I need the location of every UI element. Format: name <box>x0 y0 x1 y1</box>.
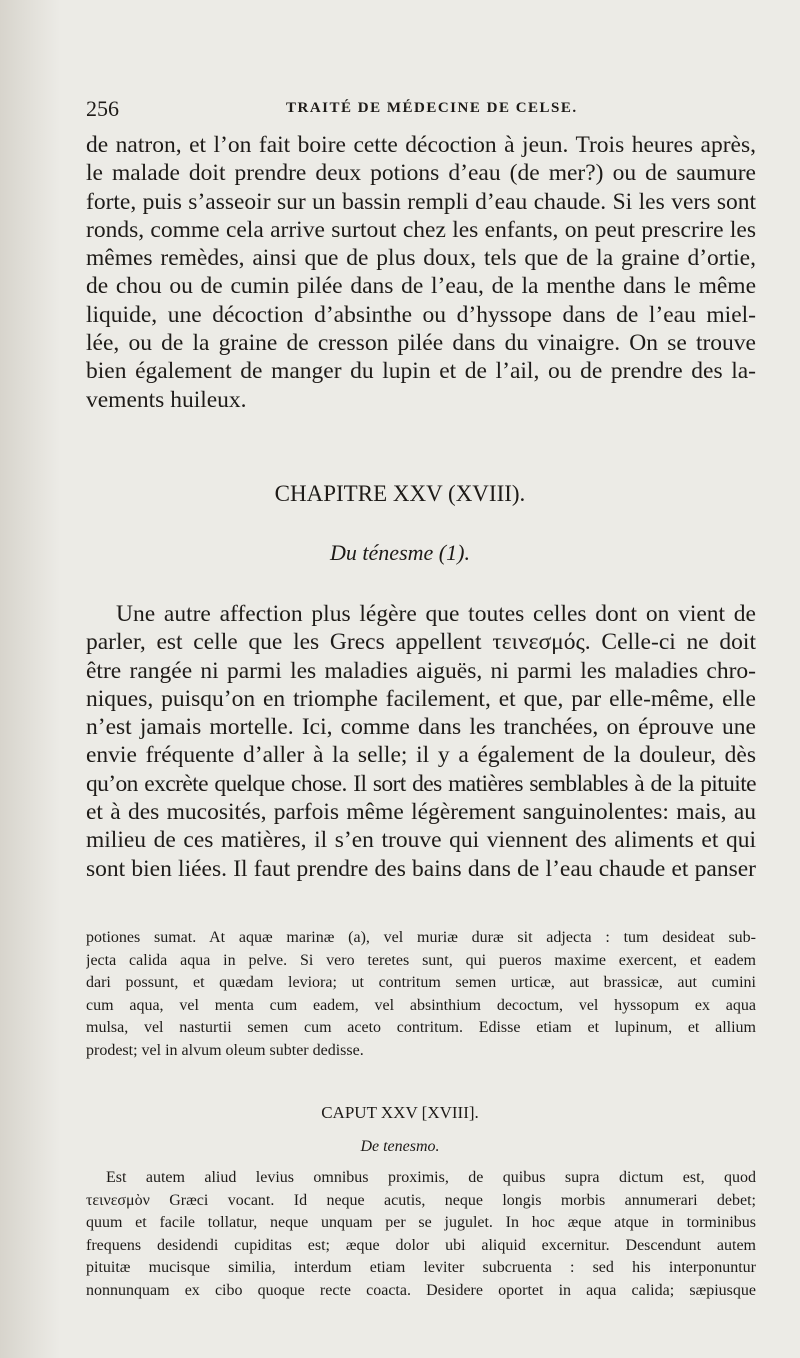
text-line: Une autre affection plus légère que toutes celles dont on vient de <box>116 601 756 627</box>
text-line: de chou ou de cumin pilée dans de l’eau, de la menthe dans le même <box>86 273 756 300</box>
text-line: lée, ou de la graine de cresson pilée dans du vinaigre. On se trouve <box>86 330 756 357</box>
text-line: Est autem aliud levius omnibus proximis, de quibus supra dictum est, quod <box>106 1169 756 1186</box>
text-line: pituitæ mucisque similia, interdum etiam leviter subcruenta : sed his interponuntur <box>86 1259 756 1276</box>
text-line: vements huileux. <box>86 386 247 413</box>
page-number: 256 <box>86 96 119 121</box>
text-line: frequens desidendi cupiditas est; æque dolor ubi aliquid excernitur. Descendunt autem <box>86 1236 756 1254</box>
latin-paragraph-continuation <box>86 927 756 1062</box>
french-paragraph-continuation <box>86 131 756 414</box>
chapter-subheading: Du ténesme (1). <box>330 540 470 565</box>
caput-subheading: De tenesmo. <box>360 1138 440 1155</box>
caput-heading: CAPUT XXV [XVIII]. <box>321 1103 479 1122</box>
text-line: milieu de ces matières, il s’en trouve qui viennent des aliments et qui <box>86 827 756 854</box>
text-line: de natron, et l’on fait boire cette décoction à jeun. Trois heures après, <box>86 132 756 158</box>
text-line: forte, puis s’asseoir sur un bassin rempli d’eau chaude. Si les vers sont <box>86 188 756 215</box>
text-line: mêmes remèdes, ainsi que de plus doux, tels que de la graine d’ortie, <box>86 245 756 272</box>
running-title: TRAITÉ DE MÉDECINE DE CELSE. <box>286 100 578 116</box>
text-line: sont bien liées. Il faut prendre des bains dans de l’eau chaude et panser <box>86 855 756 882</box>
text-line: potiones sumat. At aquæ marinæ (a), vel muriæ duræ sit adjecta : tum desideat sub- <box>86 929 756 946</box>
text-line: parler, est celle que les Grecs appellent τεινεσμός. Celle-ci ne doit <box>86 629 756 656</box>
text-line: niques, puisqu’on en triomphe facilement, et que, par elle-même, elle <box>86 685 756 712</box>
text-line: mulsa, vel nasturtii semen cum aceto contritum. Edisse etiam et lupinum, et allium <box>86 1019 756 1036</box>
text-line: nonnunquam ex cibo quoque recte coacta. Desidere oportet in aqua calida; sæpiusque <box>86 1281 756 1299</box>
text-line: liquide, une décoction d’absinthe ou d’hyssope dans de l’eau miel- <box>86 301 756 328</box>
text-line: qu’on excrète quelque chose. Il sort des matières semblables à de la pituite <box>86 770 756 797</box>
text-line: dari possunt, et quædam leviora; ut contritum semen urticæ, aut brassicæ, aut cumini <box>86 974 756 991</box>
latin-paragraph-tenesmo <box>86 1167 756 1302</box>
text-line: être rangée ni parmi les maladies aiguës, ni parmi les maladies chro- <box>86 657 756 684</box>
text-line: quum et facile tollatur, neque unquam per se jugulet. In hoc æque atque in torminibus <box>86 1214 756 1231</box>
text-line: ronds, comme cela arrive surtout chez les enfants, on peut prescrire les <box>86 216 756 243</box>
text-line: bien également de manger du lupin et de l’ail, ou de prendre des la- <box>86 358 756 385</box>
text-line: envie fréquente d’aller à la selle; il y a également de la douleur, dès <box>86 742 756 769</box>
chapter-heading: CHAPITRE XXV (XVIII). <box>274 481 526 506</box>
french-paragraph-tenesme <box>86 600 756 883</box>
text-line: jecta calida aqua in pelve. Si vero teretes sunt, qui pueros maxime exercent, et eadem <box>86 951 756 969</box>
text-line: n’est jamais mortelle. Ici, comme dans les tranchées, on éprouve une <box>86 714 756 741</box>
text-line: le malade doit prendre deux potions d’eau (de mer?) ou de saumure <box>86 160 756 187</box>
text-line: prodest; vel in alvum oleum subter dedisse. <box>86 1041 364 1059</box>
page-header <box>86 96 756 126</box>
text-line: τεινεσμὸν Græci vocant. Id neque acutis, neque longis morbis annumerari debet; <box>86 1191 756 1209</box>
text-line: cum aqua, vel menta cum eadem, vel absinthium decoctum, vel hyssopum ex aqua <box>86 996 756 1014</box>
text-line: et à des mucosités, parfois même légèrement sanguinolentes: mais, au <box>86 799 756 826</box>
